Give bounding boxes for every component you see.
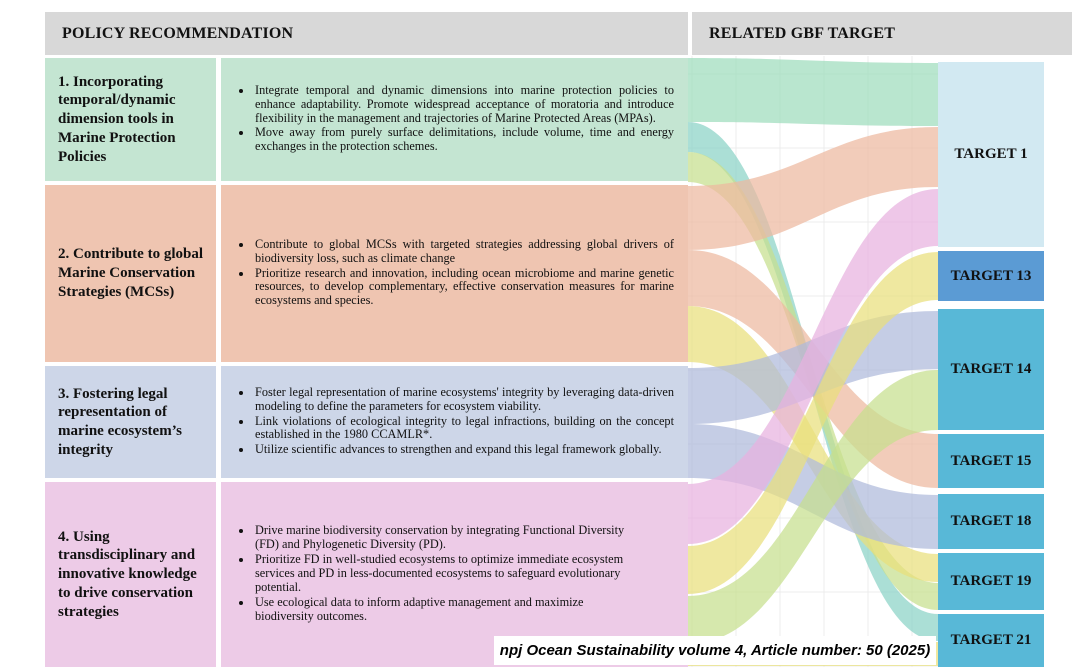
policy-3-bullet: • Utilize scientific advances to strengthen and expand this legal framework globally. [253,443,674,457]
policy-2-title: 2. Contribute to global Marine Conservation Strategies (MCSs) [58,246,204,300]
related-gbf-target-header [692,12,1072,55]
policy-1-title: 1. Incorporating temporal/dynamic dimension tools in Marine Protection Policies [58,73,176,165]
policy-4-bullet-list [229,524,674,624]
target-15-label: TARGET 15 [950,452,1032,469]
policy-3-title: 3. Fostering legal representation of marine ecosystem’s integrity [58,385,182,458]
target-19-label: TARGET 19 [950,573,1032,589]
citation-text: npj Ocean Sustainability volume 4, Article number: 50 (2025) [499,642,931,659]
policy-2-bullet-list [229,238,674,309]
related-gbf-target-header-label: RELATED GBF TARGET [709,24,896,42]
target-1-label: TARGET 1 [954,146,1028,162]
target-13-box [938,251,1044,301]
policy-4-bullet: • Drive marine biodiversity conservation by integrating Functional Diversity (FD) and Phylogenetic Diversity (PD). [253,524,640,552]
policy-4-title: 4. Using transdisciplinary and innovative knowledge to drive conservation strategies [58,528,197,620]
citation-strip [494,636,936,665]
policy-recommendation-header-label: POLICY RECOMMENDATION [62,24,294,42]
policy-1-bullet: • Move away from purely surface delimitations, include volume, time and energy exchanges in the protection schemes. [253,126,674,154]
target-21-label: TARGET 21 [950,632,1032,648]
policy-3-description-box [221,366,688,478]
sankey-flow-diagram [688,56,938,667]
policy-1-bullet: • Integrate temporal and dynamic dimensions into marine protection policies to enhance adaptability. Promote widespread acceptance of moratoria and introduce flexibility in the management and trajectories of Marine Protected Areas (MPAs). [253,84,674,126]
policy-2-bullet: • Contribute to global MCSs with targeted strategies addressing global drivers of biodiversity loss, such as climate change [253,238,674,266]
policy-2-bullet: • Prioritize research and innovation, including ocean microbiome and marine genetic resources, to develop complementary, effective conservation measures for marine ecosystems and species. [253,267,674,309]
policy-3-bullet: • Link violations of ecological integrity to legal infractions, building on the concept established in the 1980 CCAMLR*. [253,415,674,443]
target-21-box [938,614,1044,667]
target-13-label: TARGET 13 [950,267,1032,284]
flow-policy-1-to-target-1 [688,58,938,126]
policy-3-bullet-list [229,386,674,458]
target-14-label: TARGET 14 [950,361,1032,377]
target-14-box [938,309,1044,430]
policy-1-title-box [45,58,216,181]
policy-3-bullet: • Foster legal representation of marine ecosystems' integrity by leveraging data-driven modeling to define the parameters for ecosystem viability. [253,386,674,414]
policy-1-bullet-list [229,84,674,155]
target-18-label: TARGET 18 [950,513,1032,529]
target-1-box [938,62,1044,247]
policy-4-bullet: • Use ecological data to inform adaptive management and maximize biodiversity outcomes. [253,596,640,624]
policy-3-title-box [45,366,216,478]
target-15-box [938,434,1044,488]
policy-4-title-box [45,482,216,667]
policy-4-bullet: • Prioritize FD in well-studied ecosystems to optimize immediate ecosystem services and PD in less-documented ecosystems to safeguard evolutionary potential. [253,553,640,595]
policy-2-description-box [221,185,688,362]
policy-2-title-box [45,185,216,362]
target-18-box [938,494,1044,549]
policy-1-description-box [221,58,688,181]
target-19-box [938,553,1044,610]
policy-recommendation-header [45,12,688,55]
